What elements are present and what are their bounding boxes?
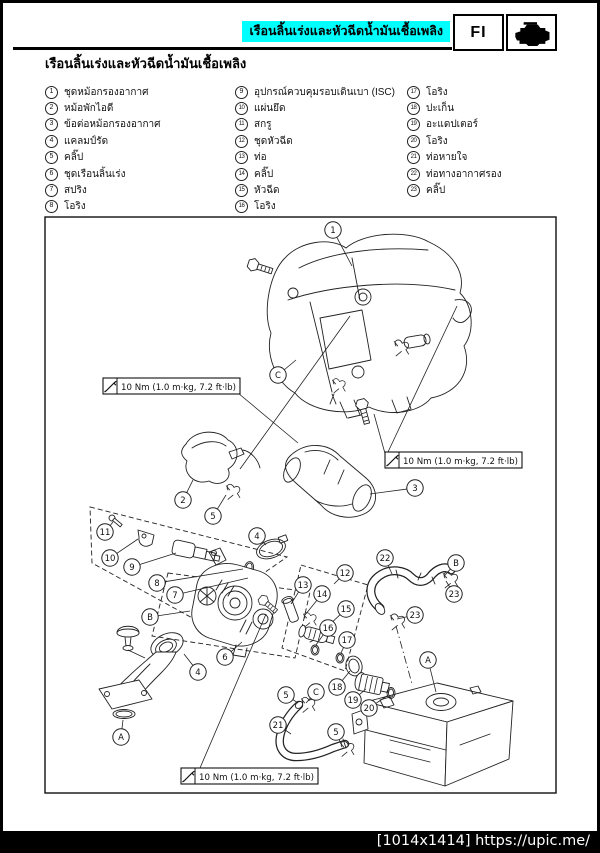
- svg-text:5: 5: [283, 691, 289, 701]
- part-number-badge: 5: [45, 151, 58, 164]
- section-tab-title: เรือนลิ้นเร่งและหัวฉีดน้ำมันเชื้อเพลิง: [242, 21, 450, 42]
- part-number-badge: 8: [45, 200, 58, 213]
- svg-text:23: 23: [409, 611, 421, 621]
- svg-text:19: 19: [347, 696, 359, 706]
- svg-text:10 Nm (1.0 m·kg, 7.2 ft·lb): 10 Nm (1.0 m·kg, 7.2 ft·lb): [199, 772, 314, 783]
- part-number-badge: 7: [45, 184, 58, 197]
- part-label: โอริง: [426, 135, 448, 147]
- svg-text:14: 14: [316, 590, 328, 600]
- svg-text:A: A: [425, 656, 431, 666]
- svg-text:16: 16: [322, 624, 334, 634]
- fi-label: FI: [470, 23, 487, 41]
- svg-text:B: B: [147, 613, 153, 623]
- part-number-badge: 18: [407, 102, 420, 115]
- svg-text:7: 7: [172, 591, 178, 601]
- part-number-badge: 12: [235, 135, 248, 148]
- svg-text:3: 3: [412, 484, 418, 494]
- svg-text:18: 18: [331, 683, 343, 693]
- svg-text:C: C: [275, 371, 281, 381]
- svg-text:B: B: [453, 559, 459, 569]
- part-number-badge: 16: [235, 200, 248, 213]
- part-number-badge: 14: [235, 168, 248, 181]
- part-number-badge: 21: [407, 151, 420, 164]
- part-number-badge: 6: [45, 168, 58, 181]
- part-label: หม้อพักไอดี: [64, 103, 114, 115]
- svg-text:C: C: [313, 688, 319, 698]
- watermark-bar: [0, 831, 600, 853]
- part-label: สปริง: [64, 185, 87, 197]
- svg-text:10: 10: [104, 554, 116, 564]
- part-label: ท่อหายใจ: [426, 152, 468, 164]
- part-number-badge: 23: [407, 184, 420, 197]
- part-label: อะแดปเตอร์: [426, 119, 478, 131]
- svg-text:20: 20: [363, 704, 375, 714]
- part-label: ท่อทางอากาศรอง: [426, 168, 502, 180]
- part-label: ชุดเรือนลิ้นเร่ง: [64, 168, 126, 180]
- part-label: คลิ๊ป: [426, 185, 446, 197]
- svg-text:23: 23: [448, 590, 460, 600]
- svg-text:8: 8: [154, 579, 160, 589]
- part-number-badge: 4: [45, 135, 58, 148]
- svg-text:1: 1: [330, 226, 336, 236]
- svg-text:5: 5: [333, 728, 339, 738]
- part-number-badge: 22: [407, 168, 420, 181]
- part-number-badge: 17: [407, 86, 420, 99]
- part-label: หัวฉีด: [254, 185, 280, 197]
- part-label: คลิ๊ป: [64, 152, 84, 164]
- part-number-badge: 13: [235, 151, 248, 164]
- svg-text:13: 13: [297, 581, 309, 591]
- part-number-badge: 2: [45, 102, 58, 115]
- svg-text:5: 5: [210, 512, 216, 522]
- svg-text:2: 2: [180, 496, 186, 506]
- svg-text:22: 22: [379, 554, 391, 564]
- svg-text:4: 4: [254, 532, 260, 542]
- watermark-text: [1014x1414] https://upic.me/: [376, 833, 590, 849]
- part-label: ชุดหัวฉีด: [254, 135, 293, 147]
- part-label: คลิ๊ป: [254, 168, 274, 180]
- svg-text:4: 4: [195, 668, 201, 678]
- part-label: แผ่นยึด: [254, 103, 286, 115]
- part-number-badge: 1: [45, 86, 58, 99]
- part-label: โอริง: [426, 86, 448, 98]
- part-label: แคลมป์รัด: [64, 135, 109, 147]
- part-label: อุปกรณ์ควบคุมรอบเดินเบา (ISC): [254, 86, 395, 98]
- part-number-badge: 10: [235, 102, 248, 115]
- part-label: ชุดหม้อกรองอากาศ: [64, 86, 149, 98]
- svg-text:17: 17: [341, 636, 353, 646]
- part-number-badge: 20: [407, 135, 420, 148]
- part-number-badge: 9: [235, 86, 248, 99]
- part-label: ปะเก็น: [426, 103, 455, 115]
- svg-text:15: 15: [340, 605, 352, 615]
- svg-text:12: 12: [339, 569, 351, 579]
- part-label: สกรู: [254, 119, 272, 131]
- svg-text:6: 6: [222, 653, 228, 663]
- svg-text:11: 11: [99, 528, 111, 538]
- svg-text:10 Nm (1.0 m·kg, 7.2 ft·lb): 10 Nm (1.0 m·kg, 7.2 ft·lb): [403, 456, 518, 467]
- svg-text:A: A: [118, 733, 124, 743]
- svg-text:10 Nm (1.0 m·kg, 7.2 ft·lb): 10 Nm (1.0 m·kg, 7.2 ft·lb): [121, 382, 236, 393]
- part-label: ข้อต่อหม้อกรองอากาศ: [64, 119, 161, 131]
- part-number-badge: 15: [235, 184, 248, 197]
- part-label: ท่อ: [254, 152, 267, 164]
- part-label: โอริง: [64, 201, 86, 213]
- part-number-badge: 3: [45, 118, 58, 131]
- part-label: โอริง: [254, 201, 276, 213]
- page-title: เรือนลิ้นเร่งและหัวฉีดน้ำมันเชื้อเพลิง: [45, 56, 247, 71]
- part-number-badge: 11: [235, 118, 248, 131]
- part-number-badge: 19: [407, 118, 420, 131]
- svg-text:9: 9: [129, 563, 135, 573]
- svg-text:21: 21: [272, 721, 284, 731]
